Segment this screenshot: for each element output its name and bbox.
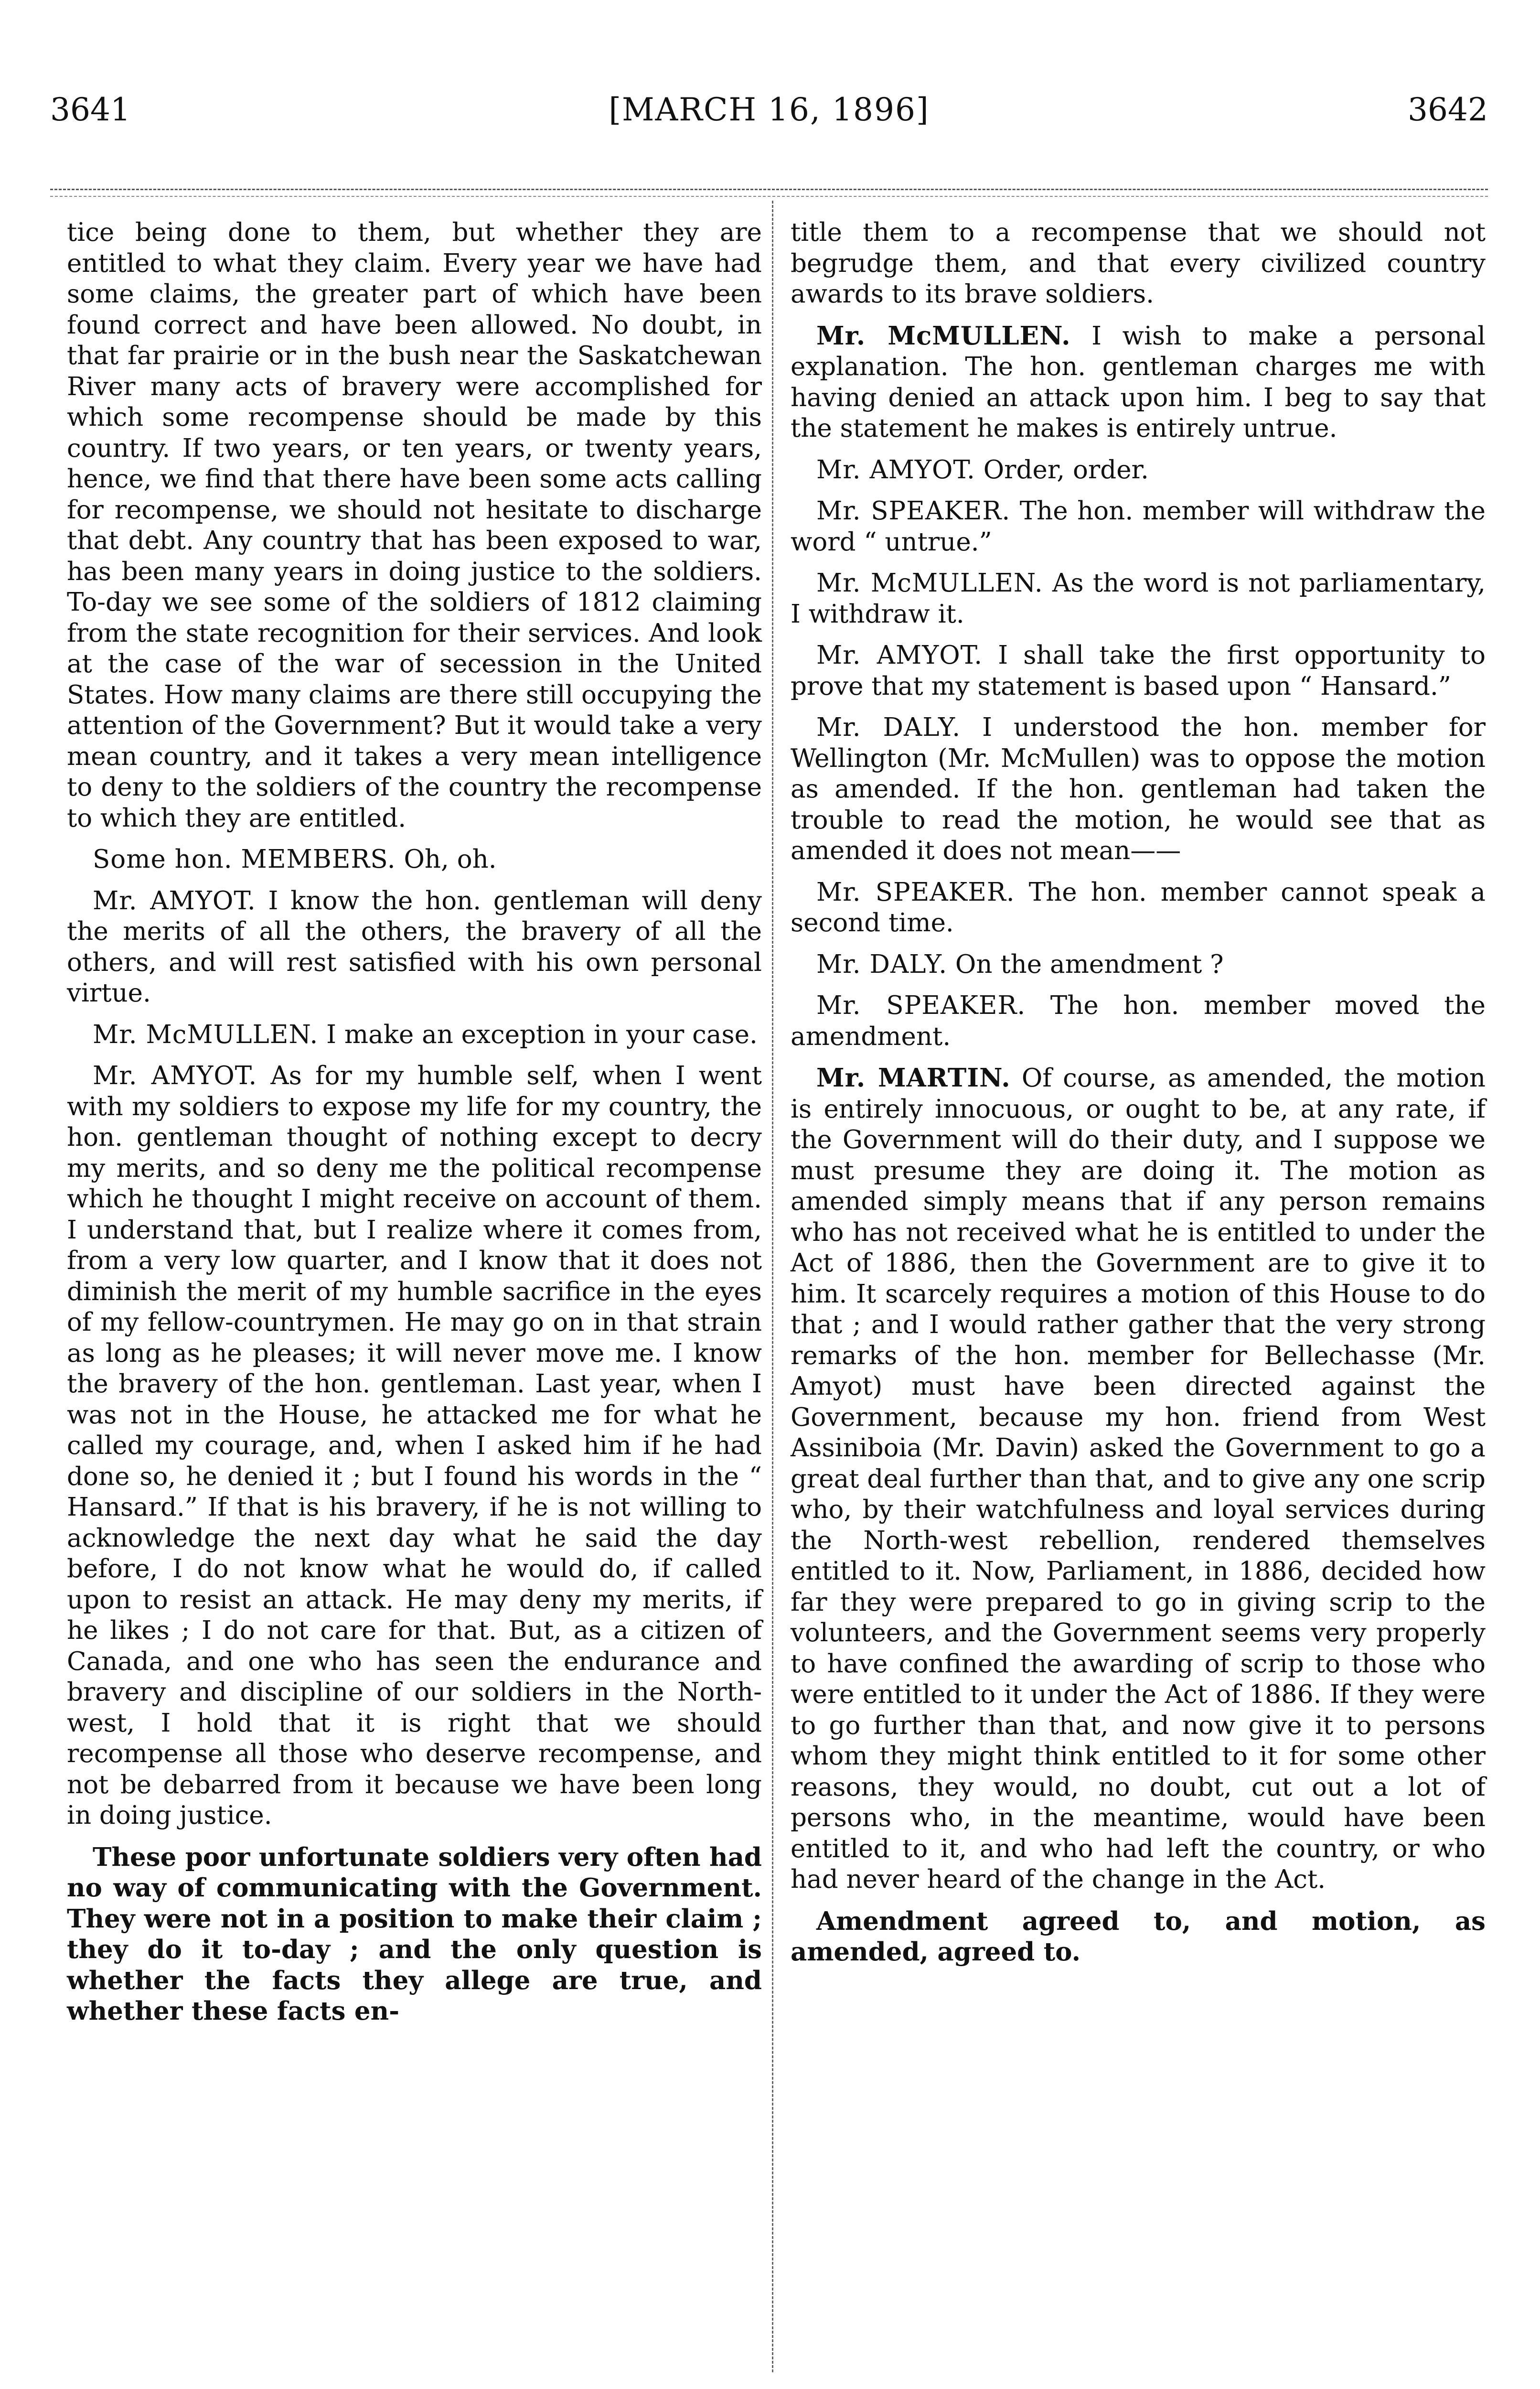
header-date: [MARCH 16, 1896] <box>609 91 930 128</box>
paragraph-text: The hon. member cannot speak a second time. <box>791 877 1486 937</box>
paragraph <box>791 1906 1486 1968</box>
paragraph <box>67 844 762 875</box>
paragraph <box>67 1842 762 2027</box>
speaker-name: Mr. McMULLEN. <box>93 1020 319 1049</box>
speaker-name: Mr. McMULLEN. <box>816 569 1043 598</box>
paragraph-text: As for my humble self, when I went with my soldiers to expose my life for my country, the hon. gentleman thought of nothing except to decry my merits, and so deny me the political recompense which he thought I might receive on account of them. I understand that, but I realize where it comes from, from a very low quarter, and I know that it does not diminish the merit of my humble sacrifice in the eyes of my fellow-countrymen. He may go on in that strain as long as he pleases; it will never move me. I know the bravery of the hon. gentleman. Last year, when I was not in the House, he attacked me for what he called my courage, and, when I asked him if he had done so, he denied it ; but I found his words in the “ Hansard.” If that is his bravery, if he is not willing to acknowledge the next day what he said the day before, I do not know what he would do, if called upon to resist an attack. He may deny my merits, if he likes ; I do not care for that. But, as a citizen of Canada, and one who has seen the endurance and bravery and discipline of our soldiers in the North-west, I hold that it is right that we should recompense all those who deserve recompense, and not be debarred from it because we have been long in doing justice. <box>67 1061 762 1830</box>
paragraph-text: tice being done to them, but whether they are entitled to what they claim. Every year we have had some claims, the greater part of which have been found correct and have been allowed. No doubt, in that far prairie or in the bush near the Saskatchewan River many acts of bravery were accomplished for which some recompense should be made by this country. If two years, or ten years, or twenty years, hence, we find that there have been some acts calling for recompense, we should not hesitate to discharge that debt. Any country that has been exposed to war, has been many years in doing justice to the soldiers. To-day we see some of the soldiers of 1812 claiming from the state recognition for their services. And look at the case of the war of secession in the United States. How many claims are there still occupying the attention of the Government? But it would take a very mean country, and it takes a very mean intelligence to deny to the soldiers of the country the recompense to which they are entitled. <box>67 218 762 833</box>
paragraph-text: Oh, oh. <box>404 845 497 874</box>
paragraph-text: The hon. member moved the amendment. <box>791 991 1486 1051</box>
paragraph-text: I understood the hon. member for Wellington (Mr. McMullen) was to oppose the motion as amended. If the hon. gentleman had taken the trouble to read the motion, he would see that as amended it does not mean—— <box>791 713 1486 865</box>
paragraph <box>791 496 1486 558</box>
paragraph-text: As the word is not parliamentary, I withdraw it. <box>791 569 1486 629</box>
paragraph <box>791 217 1486 310</box>
paragraph-text: The hon. member will withdraw the word “ untrue.” <box>791 496 1486 557</box>
left-page-number: 3641 <box>50 91 130 128</box>
paragraph <box>791 455 1486 486</box>
paragraph <box>791 568 1486 630</box>
paragraph <box>791 712 1486 867</box>
speaker-name: Some hon. MEMBERS. <box>93 845 396 874</box>
paragraph <box>67 217 762 834</box>
paragraph <box>67 886 762 1009</box>
paragraph <box>791 640 1486 702</box>
paragraph <box>791 877 1486 939</box>
speaker-name: Mr. DALY. <box>816 949 948 979</box>
column-divider <box>772 201 773 2372</box>
right-column <box>791 217 1486 1978</box>
speaker-name: Mr. SPEAKER. <box>816 877 1015 907</box>
paragraph <box>67 1020 762 1051</box>
paragraph <box>791 949 1486 980</box>
paragraph <box>791 1063 1486 1895</box>
speaker-name: Mr. McMULLEN. <box>816 321 1071 351</box>
speaker-name: Mr. SPEAKER. <box>816 496 1011 526</box>
paragraph-text: Amendment agreed to, and motion, as amended, agreed to. <box>791 1906 1486 1967</box>
paragraph-text: Of course, as amended, the motion is entirely innocuous, or ought to be, at any rate, if the Government will do their duty, and I suppose we must presume they are doing it. The motion as amended simply means that if any person remains who has not received what he is entitled to under the Act of 1886, then the Government are to give it to him. It scarcely requires a motion of this House to do that ; and I would rather gather that the very strong remarks of the hon. member for Bellechasse (Mr. Amyot) must have been directed against the Government, because my hon. friend from West Assiniboia (Mr. Davin) asked the Government to go a great deal further than that, and to give any one scrip who, by their watchfulness and loyal services during the North-west rebellion, rendered themselves entitled to it. Now, Parliament, in 1886, decided how far they were prepared to go in giving scrip to the volunteers, and the Government seems very properly to have confined the awarding of scrip to those who were entitled to it under the Act of 1886. If they were to go further than that, and now give it to persons whom they might think entitled to it for some other reasons, they would, no doubt, cut out a lot of persons who, in the meantime, would have been entitled to it, and who had left the country, or who had never heard of the change in the Act. <box>791 1064 1486 1894</box>
page-header <box>50 84 1488 136</box>
paragraph-text: I wish to make a personal explanation. The hon. gentleman charges me with having denied an attack upon him. I beg to say that the statement he makes is entirely untrue. <box>791 321 1486 443</box>
paragraph-text: These poor unfortunate soldiers very often had no way of communicating with the Government. They were not in a position to make their claim ; they do it to-day ; and the only question is whether the facts they allege are true, and whether these facts en- <box>67 1842 762 2026</box>
speaker-name: Mr. SPEAKER. <box>816 991 1026 1020</box>
paragraph-text: I know the hon. gentleman will deny the merits of all the others, the bravery of all the others, and will rest satisfied with his own personal virtue. <box>67 886 762 1008</box>
paragraph <box>67 1061 762 1831</box>
speaker-name: Mr. AMYOT. <box>93 1061 257 1090</box>
paragraph-text: Order, order. <box>983 455 1149 484</box>
speaker-name: Mr. AMYOT. <box>816 455 975 484</box>
paragraph <box>791 321 1486 444</box>
speaker-name: Mr. AMYOT. <box>93 886 256 915</box>
paragraph-text: I make an exception in your case. <box>326 1020 758 1049</box>
paragraph-text: On the amendment ? <box>955 949 1224 979</box>
paragraph-text: title them to a recompense that we should not begrudge them, and that every civilized country awards to its brave soldiers. <box>791 218 1486 309</box>
header-rule-secondary <box>50 196 1488 197</box>
left-column <box>67 217 762 2037</box>
speaker-name: Mr. DALY. <box>816 713 961 742</box>
paragraph-text: I shall take the first opportunity to prove that my statement is based upon “ Hansard.” <box>791 641 1486 701</box>
speaker-name: Mr. AMYOT. <box>816 641 983 670</box>
paragraph <box>791 990 1486 1052</box>
right-page-number: 3642 <box>1408 91 1488 128</box>
header-rule <box>50 189 1488 190</box>
speaker-name: Mr. MARTIN. <box>816 1063 1011 1093</box>
